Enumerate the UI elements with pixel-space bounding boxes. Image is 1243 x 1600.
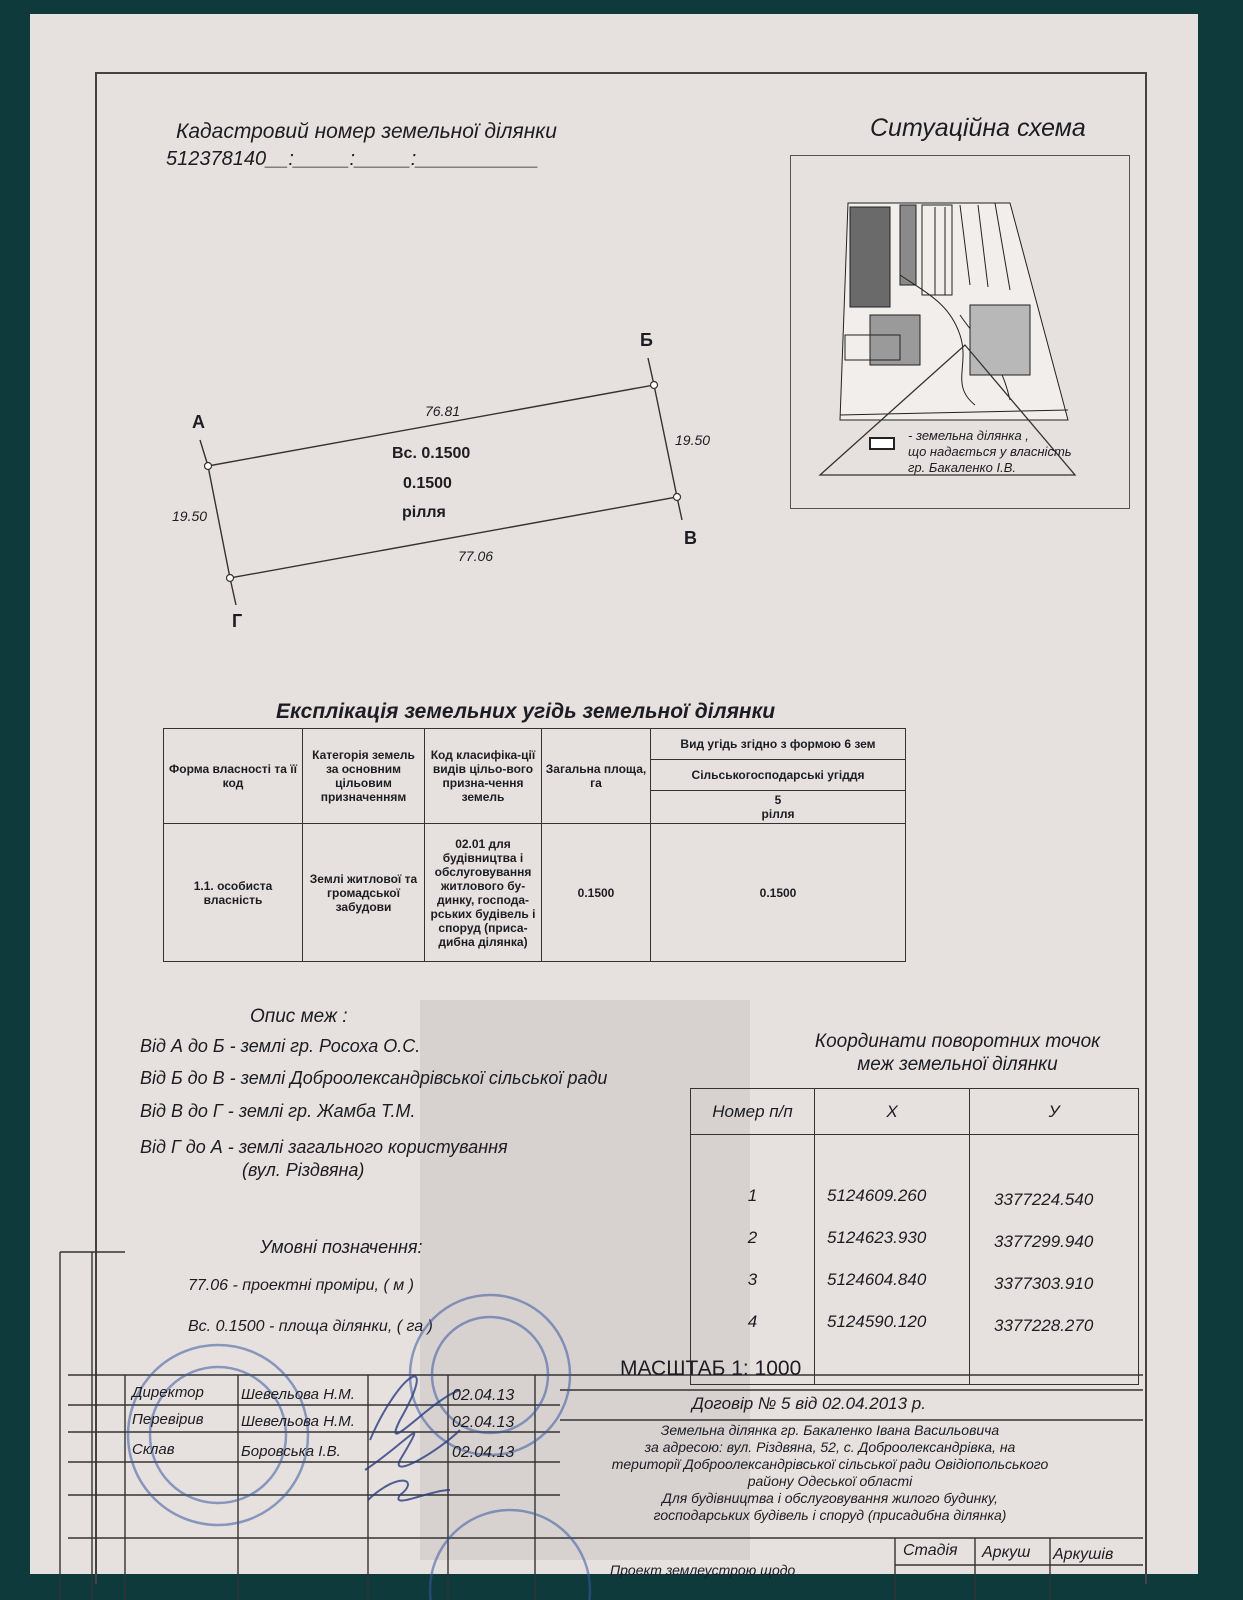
cell-category: Землі житлової та громадської забудови xyxy=(303,824,425,962)
coords-cell: 3377228.270 xyxy=(994,1316,1094,1335)
coords-cell: 3377299.940 xyxy=(994,1232,1094,1251)
footer-sheet: Аркуш xyxy=(982,1544,1031,1561)
coords-cell: 5124623.930 xyxy=(827,1228,927,1247)
coords-cell: 3377303.910 xyxy=(994,1274,1094,1293)
coords-cell: 5124609.260 xyxy=(827,1186,927,1205)
header-category: Категорія земель за основним цільовим призначенням xyxy=(303,729,425,824)
coords-title xyxy=(755,1030,1160,1076)
header-agri: Сільськогосподарські угіддя xyxy=(651,760,906,791)
coords-header: Х xyxy=(815,1089,970,1135)
coords-cell: 3 xyxy=(747,1270,758,1289)
legend-item: Вс. 0.1500 - площа ділянки, ( га ) xyxy=(188,1318,433,1335)
coords-cell: 1 xyxy=(747,1186,758,1205)
point-v-label: В xyxy=(684,528,697,548)
coords-cell: 4 xyxy=(747,1312,758,1331)
coords-cell: 3377224.540 xyxy=(994,1190,1094,1209)
contract-label: Договір № 5 від 02.04.2013 р. xyxy=(692,1394,926,1413)
description-line: господарських будівель і споруд (присадибна ділянка) xyxy=(653,1507,1007,1523)
cadastral-title: Кадастровий номер земельної ділянки xyxy=(176,120,557,143)
header-arable xyxy=(651,791,906,824)
header-area: Загальна площа, га xyxy=(542,729,651,824)
situation-legend-line: що надається у власність xyxy=(908,444,1072,459)
border-line: Від В до Г - землі гр. Жамба Т.М. xyxy=(140,1101,416,1121)
legend-item: 77.06 - проектні проміри, ( м ) xyxy=(188,1277,414,1294)
cell-code: 02.01 для будівництва і обслуговування житлового бу-динку, господа-рських будівель і споруд (приса-дибна ділянка) xyxy=(425,824,542,962)
signer-name: Шевельова Н.М. xyxy=(241,1386,355,1403)
coords-cell: 2 xyxy=(747,1228,758,1247)
explication-table xyxy=(163,728,906,962)
situation-legend-line: гр. Бакаленко І.В. xyxy=(908,460,1016,475)
header-arable-label: рілля xyxy=(761,807,795,821)
point-g-label: Г xyxy=(232,611,243,631)
scale-label: МАСШТАБ 1: 1000 xyxy=(620,1357,802,1380)
coords-header: У xyxy=(970,1089,1139,1135)
legend-title: Умовні позначення: xyxy=(260,1237,423,1257)
plot-area-label: Вс. 0.1500 xyxy=(392,445,471,462)
plot-land-type: рілля xyxy=(402,504,446,521)
coords-header: Номер п/п xyxy=(691,1089,815,1135)
dim-ab: 76.81 xyxy=(425,403,461,419)
project-description xyxy=(560,1422,1100,1524)
explication-title: Експлікація земельних угідь земельної ділянки xyxy=(276,700,776,723)
signer-role: Директор xyxy=(132,1384,204,1401)
description-line: Для будівництва і обслуговування жилого будинку, xyxy=(662,1490,998,1506)
dim-vg: 77.06 xyxy=(458,548,494,564)
header-arable-num: 5 xyxy=(774,793,782,807)
dim-ga: 19.50 xyxy=(172,508,208,524)
coords-cell: 5124590.120 xyxy=(827,1312,927,1331)
description-line: території Доброолександрівської сільської ради Овідіопольського xyxy=(611,1456,1049,1472)
description-line: району Одеської області xyxy=(747,1473,913,1489)
coords-cell: 5124604.840 xyxy=(827,1270,927,1289)
signer-name: Боровська І.В. xyxy=(241,1443,341,1460)
header-ownership: Форма власності та її код xyxy=(164,729,303,824)
signer-date: 02.04.13 xyxy=(452,1414,515,1431)
signer-role: Перевірив xyxy=(132,1411,204,1428)
dim-bv: 19.50 xyxy=(675,432,711,448)
coords-title-line: Координати поворотних точок xyxy=(814,1031,1101,1052)
coords-title-line: меж земельної ділянки xyxy=(857,1054,1058,1075)
borders-title: Опис меж : xyxy=(250,1006,348,1027)
footer-stage: Стадія xyxy=(903,1542,958,1559)
header-land-types: Вид угідь згідно з формою 6 зем xyxy=(651,729,906,760)
signer-date: 02.04.13 xyxy=(452,1387,515,1404)
point-b-label: Б xyxy=(640,330,653,350)
signer-role: Склав xyxy=(132,1441,175,1458)
cell-arable: 0.1500 xyxy=(651,824,906,962)
situation-title: Ситуаційна схема xyxy=(870,114,1086,142)
seal-stamps xyxy=(100,1290,620,1600)
border-line: Від Б до В - землі Доброолександрівської сільської ради xyxy=(140,1068,608,1088)
description-line: Земельна ділянка гр. Бакаленко Івана Васильовича xyxy=(660,1422,1000,1438)
border-line: Від Г до А - землі загального користування xyxy=(140,1137,508,1157)
point-a-label: А xyxy=(192,412,205,432)
border-line: Від А до Б - землі гр. Росоха О.С. xyxy=(140,1036,421,1056)
cell-area: 0.1500 xyxy=(542,824,651,962)
table-row xyxy=(164,824,906,962)
description-line: за адресою: вул. Різдвяна, 52, с. Доброолександрівка, на xyxy=(644,1439,1016,1455)
plot-area-value: 0.1500 xyxy=(403,475,452,492)
project-name: Проект землеустрою щодо xyxy=(610,1562,796,1578)
header-code: Код класифіка-ції видів цільо-вого призна-чення земель xyxy=(425,729,542,824)
cadastral-number: 512378140__:_____:_____:___________ xyxy=(166,148,539,170)
plot-drawing xyxy=(0,0,1243,700)
border-line: (вул. Різдвяна) xyxy=(242,1160,365,1180)
situation-legend-line: - земельна ділянка , xyxy=(908,428,1029,443)
signer-name: Шевельова Н.М. xyxy=(241,1413,355,1430)
footer-sheets: Аркушів xyxy=(1053,1546,1114,1563)
cell-ownership: 1.1. особиста власність xyxy=(164,824,303,962)
signer-date: 02.04.13 xyxy=(452,1444,515,1461)
